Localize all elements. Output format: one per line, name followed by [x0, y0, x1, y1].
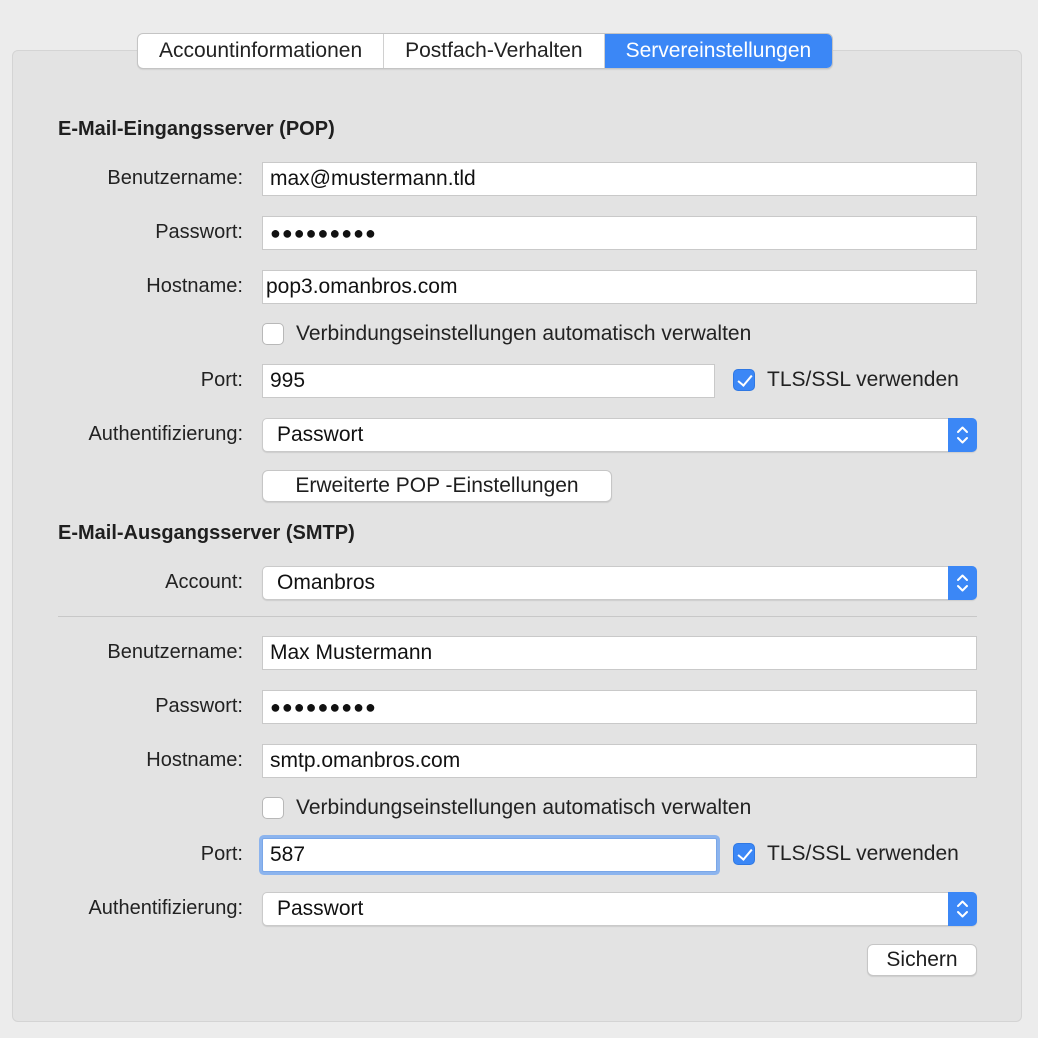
incoming-password-label: Passwort: [155, 221, 243, 243]
incoming-tls-checkbox[interactable] [733, 369, 755, 391]
incoming-hostname-input[interactable]: pop3.omanbros.com [262, 270, 977, 304]
tab-accountinformationen[interactable]: Accountinformationen [138, 34, 384, 68]
incoming-auth-label: Authentifizierung: [88, 423, 243, 445]
outgoing-auth-select[interactable] [262, 892, 977, 926]
advanced-pop-settings-button[interactable]: Erweiterte POP -Einstellungen [262, 470, 612, 502]
outgoing-hostname-label: Hostname: [146, 749, 243, 771]
outgoing-account-select[interactable] [262, 566, 977, 600]
incoming-port-label: Port: [200, 369, 243, 391]
outgoing-account-label: Account: [165, 571, 243, 593]
tab-postfach-verhalten[interactable]: Postfach-Verhalten [384, 34, 604, 68]
outgoing-port-label: Port: [200, 843, 243, 865]
incoming-section-title: E-Mail-Eingangsserver (POP) [58, 118, 335, 140]
incoming-auth-select[interactable] [262, 418, 977, 452]
outgoing-username-label: Benutzername: [107, 641, 243, 663]
outgoing-tls-label: TLS/SSL verwenden [767, 842, 959, 865]
outgoing-password-input[interactable]: ●●●●●●●●● [262, 690, 977, 724]
tab-bar [137, 33, 833, 69]
outgoing-hostname-input[interactable]: smtp.omanbros.com [262, 744, 977, 778]
tab-servereinstellungen[interactable]: Servereinstellungen [605, 34, 833, 68]
incoming-auth-value: Passwort [277, 423, 364, 446]
outgoing-auto-manage-label: Verbindungseinstellungen automatisch verwalten [296, 796, 752, 819]
up-down-chevron-icon [948, 892, 977, 926]
incoming-auto-manage-label: Verbindungseinstellungen automatisch verwalten [296, 322, 752, 345]
outgoing-auth-label: Authentifizierung: [88, 897, 243, 919]
incoming-password-input[interactable]: ●●●●●●●●● [262, 216, 977, 250]
outgoing-auto-manage-checkbox[interactable] [262, 797, 284, 819]
save-button[interactable]: Sichern [867, 944, 977, 976]
section-divider [58, 616, 977, 617]
incoming-username-label: Benutzername: [107, 167, 243, 189]
incoming-port-input[interactable]: 995 [262, 364, 715, 398]
up-down-chevron-icon [948, 566, 977, 600]
incoming-hostname-label: Hostname: [146, 275, 243, 297]
outgoing-tls-checkbox[interactable] [733, 843, 755, 865]
outgoing-auth-value: Passwort [277, 897, 364, 920]
incoming-username-input[interactable]: max@mustermann.tld [262, 162, 977, 196]
outgoing-password-label: Passwort: [155, 695, 243, 717]
outgoing-account-value: Omanbros [277, 571, 376, 594]
outgoing-username-input[interactable]: Max Mustermann [262, 636, 977, 670]
incoming-auto-manage-checkbox[interactable] [262, 323, 284, 345]
outgoing-port-input[interactable]: 587 [262, 838, 717, 872]
outgoing-section-title: E-Mail-Ausgangsserver (SMTP) [58, 522, 355, 544]
up-down-chevron-icon [948, 418, 977, 452]
incoming-tls-label: TLS/SSL verwenden [767, 368, 959, 391]
